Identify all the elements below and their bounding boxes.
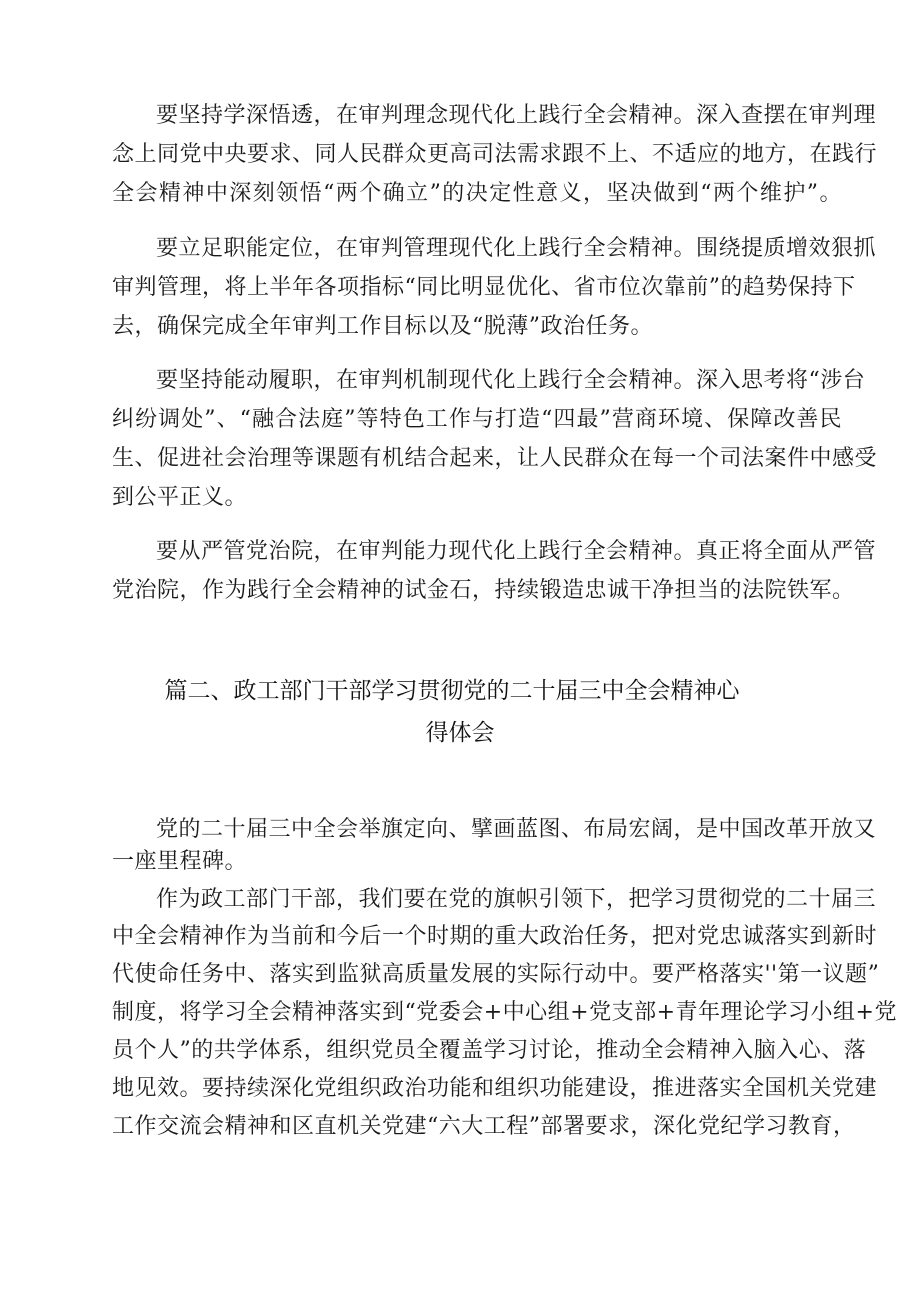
text-line: 制度，将学习全会精神落实到“党委会+中心组+党支部+青年理论学习小组+党 (112, 1000, 897, 1025)
text-line: 要从严管党治院，在审判能力现代化上践行全会精神。真正将全面从严管 (156, 539, 877, 564)
text-line: 要坚持学深悟透，在审判理念现代化上践行全会精神。深入查摆在审判理 (156, 103, 877, 128)
text-line: 一座里程碑。 (112, 849, 248, 874)
text-line: 作为政工部门干部，我们要在党的旗帜引领下，把学习贯彻党的二十届三 (156, 887, 877, 912)
text-line: 员个人”的共学体系，组织党员全覆盖学习讨论，推动全会精神入脑入心、落 (112, 1038, 867, 1063)
text-line: 纠纷调处”、“融合法庭”等特色工作与打造“四最”营商环境、保障改善民 (112, 407, 842, 432)
text-line: 审判管理，将上半年各项指标“同比明显优化、省市位次靠前”的趋势保持下 (112, 275, 856, 300)
text-line: 念上同党中央要求、同人民群众更高司法需求跟不上、不适应的地方，在践行 (112, 142, 878, 167)
section-title-line-1: 篇二、政工部门干部学习贯彻党的二十届三中全会精神心 (164, 678, 740, 704)
text-line: 工作交流会精神和区直机关党建“六大工程”部署要求，深化党纪学习教育， (112, 1114, 856, 1139)
text-line: 代使命任务中、落实到监狱高质量发展的实际行动中。要严格落实''第一议题” (112, 962, 880, 987)
text-line: 全会精神中深刻领悟“两个确立”的决定性意义，坚决做到“两个维护”。 (112, 181, 842, 206)
text-line: 到公平正义。 (112, 485, 248, 510)
text-line: 地见效。要持续深化党组织政治功能和组织功能建设，推进落实全国机关党建 (112, 1076, 878, 1101)
text-line: 党治院，作为践行全会精神的试金石，持续锻造忠诚干净担当的法院铁军。 (112, 578, 855, 603)
text-line: 要立足职能定位，在审判管理现代化上践行全会精神。围绕提质增效狠抓 (156, 236, 877, 261)
text-line: 生、促进社会治理等课题有机结合起来，让人民群众在每一个司法案件中感受 (112, 446, 878, 471)
text-line: 中全会精神作为当前和今后一个时期的重大政治任务，把对党忠诚落实到新时 (112, 924, 878, 949)
text-line: 去，确保完成全年审判工作目标以及“脱薄”政治任务。 (112, 314, 653, 339)
text-line: 党的二十届三中全会举旗定向、擘画蓝图、布局宏阔，是中国改革开放又 (156, 817, 877, 842)
text-line: 要坚持能动履职，在审判机制现代化上践行全会精神。深入思考将“涉台 (156, 368, 866, 393)
section-title-line-2: 得体会 (425, 720, 495, 746)
